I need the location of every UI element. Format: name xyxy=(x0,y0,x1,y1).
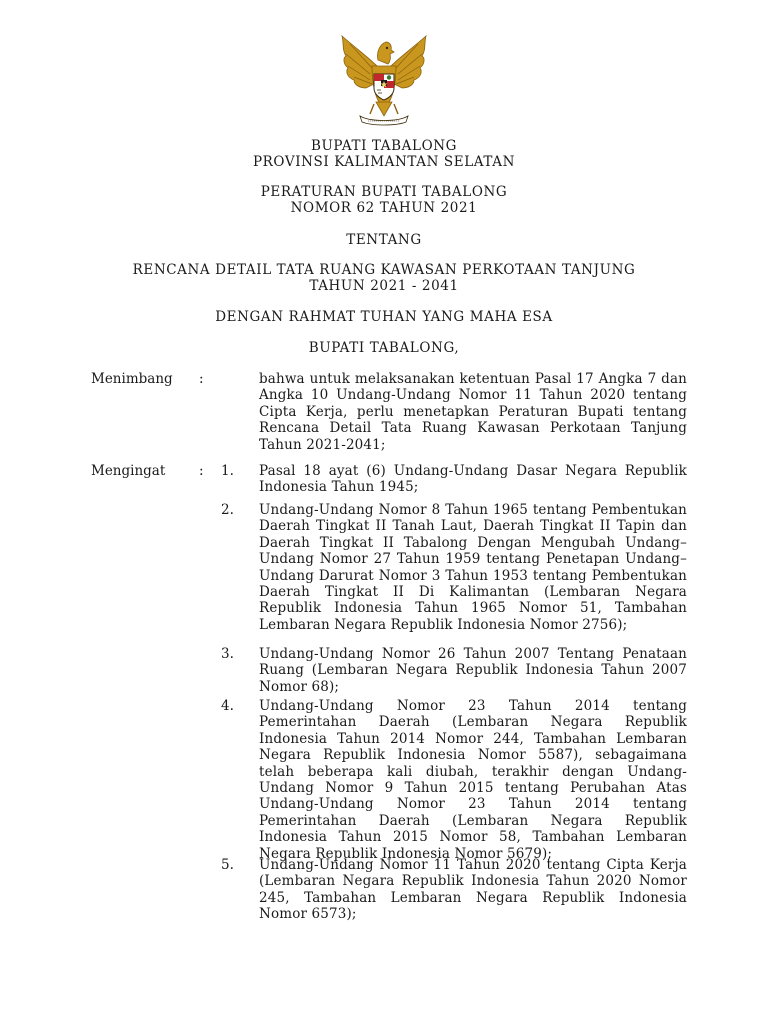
province-title: PROVINSI KALIMANTAN SELATAN xyxy=(252,154,516,170)
mengingat-item-3-number: 3. xyxy=(221,646,234,662)
mengingat-item-4-text: Undang-Undang Nomor 23 Tahun 2014 tentang Pemerintahan Daerah (Lembaran Negara Republik Indonesia Tahun 2014 Nomor 244, Tambahan Lembaran Negara Republik Indonesia Nomor 5587), sebagaimana telah beberapa kali diubah, terakhir dengan Undang-Undang Nomor 9 Tahun 2015 tentang Perubahan Atas Undang-Undang Nomor 23 Tahun 2014 tentang Pemerintahan Daerah (Lembaran Negara Republik Indonesia Tahun 2015 Nomor 58, Tambahan Lembaran Negara Republik Indonesia Nomor 5679); xyxy=(259,698,687,862)
mengingat-item-1-text: Pasal 18 ayat (6) Undang-Undang Dasar Negara Republik Indonesia Tahun 1945; xyxy=(259,463,687,496)
mengingat-item-5-text: Undang-Undang Nomor 11 Tahun 2020 tentang Cipta Kerja (Lembaran Negara Republik Indonesia Tahun 2020 Nomor 245, Tambahan Lembaran Negara Republik Indonesia Nomor 6573); xyxy=(259,857,687,923)
regulation-period: TAHUN 2021 - 2041 xyxy=(309,278,459,294)
menimbang-text: bahwa untuk melaksanakan ketentuan Pasal 17 Angka 7 dan Angka 10 Undang-Undang Nomor 11 Tahun 2020 tentang Cipta Kerja, perlu menetapkan Peraturan Bupati tentang Rencana Detail Tata Ruang Kawasan Perkotaan Tanjung Tahun 2021-2041; xyxy=(259,371,687,453)
mengingat-item-2-text: Undang-Undang Nomor 8 Tahun 1965 tentang Pembentukan Daerah Tingkat II Tanah Laut, Daerah Tingkat II Tapin dan Daerah Tingkat II Tabalong Dengan Mengubah Undang–Undang Nomor 27 Tahun 1959 tentang Penetapan Undang–Undang Darurat Nomor 3 Tahun 1953 tentang Pembentukan Daerah Tingkat II Di Kalimantan (Lembaran Negara Republik Indonesia Tahun 1965 Nomor 51, Tambahan Lembaran Negara Republik Indonesia Nomor 2756); xyxy=(259,502,687,633)
regulation-number: NOMOR 62 TAHUN 2021 xyxy=(290,200,478,216)
regent-signatory: BUPATI TABALONG, xyxy=(308,340,460,356)
mengingat-item-3-text: Undang-Undang Nomor 26 Tahun 2007 Tentang Penataan Ruang (Lembaran Negara Republik Indonesia Tahun 2007 Nomor 68); xyxy=(259,646,687,695)
mengingat-item-1-number: 1. xyxy=(221,463,234,479)
garuda-pancasila-emblem-icon xyxy=(334,30,434,128)
regulation-title: PERATURAN BUPATI TABALONG xyxy=(260,184,508,200)
mengingat-colon: : xyxy=(199,463,204,479)
blessing-line: DENGAN RAHMAT TUHAN YANG MAHA ESA xyxy=(215,309,553,325)
about-heading: TENTANG xyxy=(346,232,422,248)
mengingat-item-2-number: 2. xyxy=(221,502,234,518)
regent-title: BUPATI TABALONG xyxy=(310,138,458,154)
menimbang-colon: : xyxy=(199,371,204,387)
mengingat-label: Mengingat xyxy=(91,463,166,479)
mengingat-item-5-number: 5. xyxy=(221,857,234,873)
mengingat-item-4-number: 4. xyxy=(221,698,234,714)
regulation-subject: RENCANA DETAIL TATA RUANG KAWASAN PERKOTAAN TANJUNG xyxy=(132,262,636,278)
menimbang-label: Menimbang xyxy=(91,371,173,387)
